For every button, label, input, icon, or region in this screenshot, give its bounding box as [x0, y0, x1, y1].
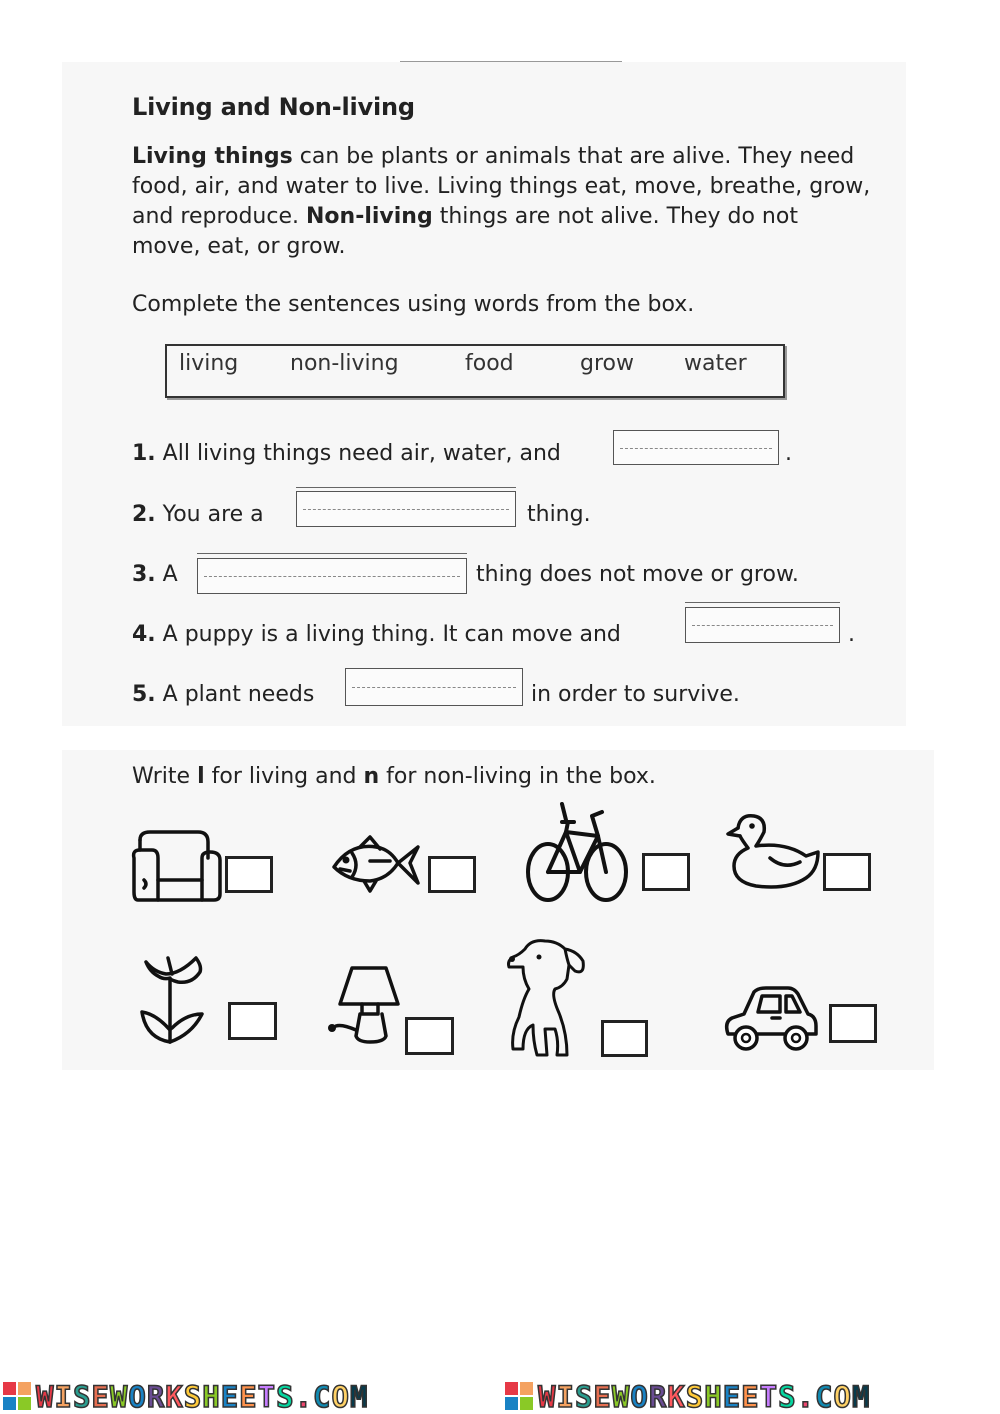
watermark-letter: S: [778, 1380, 797, 1414]
watermark-letter: O: [833, 1380, 852, 1414]
watermark-letter: S: [276, 1380, 295, 1414]
watermark-letter: M: [349, 1380, 369, 1414]
watermark-letter: R: [648, 1380, 668, 1414]
question-text: A puppy is a living thing. It can move and: [162, 622, 621, 647]
instr-bold-n: n: [363, 764, 380, 789]
watermark-letter: K: [667, 1380, 686, 1414]
armchair-icon: [130, 828, 224, 908]
question-2: [132, 502, 264, 527]
watermark-letter: C: [815, 1380, 834, 1414]
watermark-letter: W: [36, 1380, 55, 1414]
wiseworksheets-logo-icon: [505, 1382, 533, 1410]
instr-text: for living and: [204, 764, 364, 789]
answer-blank-2[interactable]: [296, 491, 516, 527]
watermark-letter: E: [220, 1380, 240, 1414]
watermark-letter: S: [574, 1380, 594, 1414]
intro-bold-nonliving: Non-living: [306, 204, 433, 229]
answer-blank-5[interactable]: [345, 668, 523, 706]
watermark-text: [36, 1380, 368, 1414]
watermark-letter: .: [294, 1380, 314, 1414]
question-text: All living things need air, water, and: [162, 441, 561, 466]
question-text: A plant needs: [162, 682, 315, 707]
question-1: [132, 441, 561, 466]
watermark-letter: I: [556, 1380, 575, 1414]
watermark-letter: C: [313, 1380, 332, 1414]
footer-watermark: [0, 1376, 1000, 1413]
duck-icon: [726, 812, 822, 894]
watermark-letter: O: [331, 1380, 350, 1414]
question-5-end: in order to survive.: [531, 682, 740, 707]
watermark-text: [538, 1380, 870, 1414]
question-5: [132, 682, 314, 707]
answer-box-bicycle[interactable]: [642, 853, 690, 891]
blank-top-line: [685, 602, 840, 603]
watermark-letter: S: [72, 1380, 92, 1414]
instr-text: Write: [132, 764, 198, 789]
blank-top-line: [197, 553, 467, 554]
watermark-letter: W: [538, 1380, 557, 1414]
answer-box-flower[interactable]: [228, 1002, 277, 1040]
watermark-letter: H: [704, 1380, 723, 1414]
question-3: [132, 562, 178, 587]
question-4: [132, 622, 621, 647]
flower-icon: [136, 952, 208, 1048]
wiseworksheets-logo-icon: [3, 1382, 31, 1410]
worksheet-title: Living and Non-living: [132, 93, 415, 121]
answer-blank-4[interactable]: [685, 607, 840, 643]
instruction-living-nonliving: [132, 764, 656, 789]
question-1-end: .: [785, 441, 792, 466]
instr-text: for non-living in the box.: [379, 764, 656, 789]
watermark-letter: E: [722, 1380, 742, 1414]
question-2-end: thing.: [527, 502, 591, 527]
question-number: 4.: [132, 622, 156, 647]
lamp-icon: [322, 964, 406, 1046]
watermark-letter: T: [257, 1380, 277, 1414]
bicycle-icon: [522, 802, 630, 906]
watermark-letter: .: [796, 1380, 816, 1414]
watermark-letter: S: [183, 1380, 203, 1414]
watermark-letter: E: [741, 1380, 760, 1414]
intro-text-1: can be plants or animals that are alive. They need food, air, and water to live. Living things eat, move, breathe, grow, and reproduce.: [132, 144, 871, 229]
question-3-end: thing does not move or grow.: [476, 562, 799, 587]
question-4-end: .: [848, 622, 855, 647]
question-number: 3.: [132, 562, 156, 587]
watermark-letter: K: [165, 1380, 184, 1414]
watermark-letter: E: [239, 1380, 258, 1414]
watermark-letter: T: [759, 1380, 779, 1414]
watermark-letter: R: [146, 1380, 166, 1414]
question-number: 5.: [132, 682, 156, 707]
question-number: 2.: [132, 502, 156, 527]
watermark-letter: W: [109, 1380, 129, 1414]
answer-box-fish[interactable]: [428, 856, 476, 893]
answer-box-lamp[interactable]: [405, 1017, 454, 1055]
intro-paragraph: [132, 142, 872, 262]
intro-bold-living: Living things: [132, 144, 293, 169]
word-bank-item: grow: [580, 351, 634, 376]
answer-box-duck[interactable]: [823, 853, 871, 891]
answer-box-car[interactable]: [829, 1004, 877, 1043]
watermark-letter: W: [611, 1380, 631, 1414]
watermark-letter: I: [54, 1380, 73, 1414]
car-icon: [722, 984, 820, 1054]
word-bank-item: living: [179, 351, 239, 376]
word-bank-item: food: [465, 351, 514, 376]
dog-icon: [505, 937, 591, 1061]
watermark-letter: O: [630, 1380, 649, 1414]
watermark-letter: S: [685, 1380, 705, 1414]
blank-top-line: [296, 487, 516, 488]
answer-blank-1[interactable]: [613, 430, 779, 465]
word-bank-item: water: [684, 351, 747, 376]
watermark-letter: E: [91, 1380, 110, 1414]
watermark-letter: O: [128, 1380, 147, 1414]
question-text: You are a: [162, 502, 264, 527]
answer-blank-3[interactable]: [197, 558, 467, 594]
question-text: A: [162, 562, 178, 587]
answer-box-armchair[interactable]: [225, 856, 273, 893]
fish-icon: [330, 833, 422, 895]
answer-box-dog[interactable]: [601, 1020, 648, 1057]
instruction-complete-sentences: Complete the sentences using words from the box.: [132, 292, 695, 317]
question-number: 1.: [132, 441, 156, 466]
intro-text-2: things are not alive. They do not move, eat, or grow.: [132, 204, 798, 259]
watermark-letter: M: [851, 1380, 871, 1414]
watermark-letter: E: [593, 1380, 612, 1414]
instr-bold-l: l: [197, 764, 205, 789]
watermark-letter: H: [202, 1380, 221, 1414]
word-bank-item: non-living: [290, 351, 399, 376]
